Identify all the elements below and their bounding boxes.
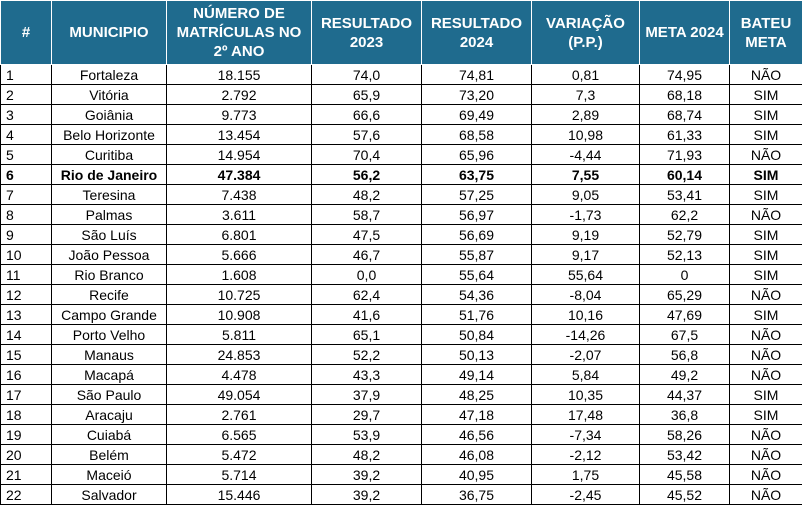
bateu-meta-cell: NÃO — [730, 65, 802, 85]
meta-2024-cell: 68,18 — [640, 85, 730, 105]
variacao-cell: 5,84 — [532, 365, 640, 385]
resultado-2023-cell: 57,6 — [312, 125, 422, 145]
header-bateu-meta: BATEU META — [730, 1, 802, 65]
table-row — [1, 265, 802, 285]
resultado-2023-cell: 29,7 — [312, 405, 422, 425]
matriculas-cell: 5.472 — [167, 445, 312, 465]
table-row — [1, 225, 802, 245]
variacao-cell: -2,45 — [532, 485, 640, 505]
matriculas-cell: 4.478 — [167, 365, 312, 385]
header-variacao: VARIAÇÃO (P.P.) — [532, 1, 640, 65]
matriculas-cell: 14.954 — [167, 145, 312, 165]
header-number: # — [1, 1, 52, 65]
municipio-cell: Rio de Janeiro — [52, 165, 167, 185]
resultado-2023-cell: 65,1 — [312, 325, 422, 345]
meta-2024-cell: 45,58 — [640, 465, 730, 485]
resultado-2024-cell: 46,08 — [422, 445, 532, 465]
variacao-cell: 10,16 — [532, 305, 640, 325]
resultado-2023-cell: 43,3 — [312, 365, 422, 385]
municipio-cell: Vitória — [52, 85, 167, 105]
row-number: 2 — [1, 85, 52, 105]
municipio-cell: Belo Horizonte — [52, 125, 167, 145]
table-row — [1, 345, 802, 365]
resultado-2024-cell: 50,13 — [422, 345, 532, 365]
meta-2024-cell: 60,14 — [640, 165, 730, 185]
meta-2024-cell: 58,26 — [640, 425, 730, 445]
meta-2024-cell: 53,41 — [640, 185, 730, 205]
bateu-meta-cell: SIM — [730, 245, 802, 265]
row-number: 9 — [1, 225, 52, 245]
variacao-cell: 10,98 — [532, 125, 640, 145]
matriculas-cell: 49.054 — [167, 385, 312, 405]
bateu-meta-cell: SIM — [730, 85, 802, 105]
resultado-2024-cell: 46,56 — [422, 425, 532, 445]
resultado-2024-cell: 50,84 — [422, 325, 532, 345]
table-row — [1, 285, 802, 305]
resultado-2024-cell: 48,25 — [422, 385, 532, 405]
row-number: 3 — [1, 105, 52, 125]
matriculas-cell: 2.761 — [167, 405, 312, 425]
table-row — [1, 465, 802, 485]
variacao-cell: 55,64 — [532, 265, 640, 285]
table-row — [1, 145, 802, 165]
resultado-2024-cell: 47,18 — [422, 405, 532, 425]
municipio-cell: Belém — [52, 445, 167, 465]
variacao-cell: 17,48 — [532, 405, 640, 425]
bateu-meta-cell: SIM — [730, 165, 802, 185]
resultado-2023-cell: 0,0 — [312, 265, 422, 285]
municipio-cell: Palmas — [52, 205, 167, 225]
resultado-2024-cell: 36,75 — [422, 485, 532, 505]
meta-2024-cell: 53,42 — [640, 445, 730, 465]
table-row — [1, 325, 802, 345]
row-number: 5 — [1, 145, 52, 165]
header-resultado-2024: RESULTADO 2024 — [422, 1, 532, 65]
resultado-2023-cell: 52,2 — [312, 345, 422, 365]
meta-2024-cell: 61,33 — [640, 125, 730, 145]
variacao-cell: -8,04 — [532, 285, 640, 305]
bateu-meta-cell: NÃO — [730, 145, 802, 165]
resultado-2024-cell: 49,14 — [422, 365, 532, 385]
variacao-cell: 10,35 — [532, 385, 640, 405]
municipio-cell: Salvador — [52, 485, 167, 505]
row-number: 10 — [1, 245, 52, 265]
municipio-cell: Aracaju — [52, 405, 167, 425]
municipio-cell: Rio Branco — [52, 265, 167, 285]
bateu-meta-cell: NÃO — [730, 325, 802, 345]
municipio-cell: Fortaleza — [52, 65, 167, 85]
matriculas-cell: 5.811 — [167, 325, 312, 345]
table-body — [1, 65, 802, 505]
variacao-cell: 2,89 — [532, 105, 640, 125]
resultado-2024-cell: 57,25 — [422, 185, 532, 205]
resultado-2023-cell: 56,2 — [312, 165, 422, 185]
matriculas-cell: 10.725 — [167, 285, 312, 305]
resultado-2023-cell: 65,9 — [312, 85, 422, 105]
bateu-meta-cell: NÃO — [730, 465, 802, 485]
municipio-cell: Recife — [52, 285, 167, 305]
matriculas-cell: 10.908 — [167, 305, 312, 325]
municipio-cell: São Luís — [52, 225, 167, 245]
matriculas-cell: 24.853 — [167, 345, 312, 365]
resultado-2023-cell: 74,0 — [312, 65, 422, 85]
bateu-meta-cell: NÃO — [730, 425, 802, 445]
resultado-2024-cell: 40,95 — [422, 465, 532, 485]
municipio-cell: Macapá — [52, 365, 167, 385]
municipio-cell: Cuiabá — [52, 425, 167, 445]
meta-2024-cell: 65,29 — [640, 285, 730, 305]
header-meta-2024: META 2024 — [640, 1, 730, 65]
row-number: 18 — [1, 405, 52, 425]
table-row — [1, 385, 802, 405]
matriculas-cell: 3.611 — [167, 205, 312, 225]
row-number: 7 — [1, 185, 52, 205]
municipio-cell: Campo Grande — [52, 305, 167, 325]
table-row — [1, 425, 802, 445]
municipio-cell: Curitiba — [52, 145, 167, 165]
resultado-2023-cell: 39,2 — [312, 485, 422, 505]
resultado-2024-cell: 55,87 — [422, 245, 532, 265]
resultado-2023-cell: 39,2 — [312, 465, 422, 485]
meta-2024-cell: 44,37 — [640, 385, 730, 405]
resultado-2024-cell: 69,49 — [422, 105, 532, 125]
row-number: 14 — [1, 325, 52, 345]
resultado-2023-cell: 62,4 — [312, 285, 422, 305]
table-row — [1, 185, 802, 205]
meta-2024-cell: 56,8 — [640, 345, 730, 365]
table-row — [1, 205, 802, 225]
resultado-2024-cell: 54,36 — [422, 285, 532, 305]
row-number: 1 — [1, 65, 52, 85]
header-resultado-2023: RESULTADO 2023 — [312, 1, 422, 65]
bateu-meta-cell: NÃO — [730, 365, 802, 385]
meta-2024-cell: 68,74 — [640, 105, 730, 125]
matriculas-cell: 7.438 — [167, 185, 312, 205]
table-row — [1, 85, 802, 105]
table-row — [1, 105, 802, 125]
resultado-2024-cell: 68,58 — [422, 125, 532, 145]
resultado-2023-cell: 47,5 — [312, 225, 422, 245]
variacao-cell: 0,81 — [532, 65, 640, 85]
row-number: 19 — [1, 425, 52, 445]
table-row — [1, 305, 802, 325]
resultado-2023-cell: 53,9 — [312, 425, 422, 445]
row-number: 20 — [1, 445, 52, 465]
row-number: 12 — [1, 285, 52, 305]
table-row — [1, 445, 802, 465]
variacao-cell: 9,17 — [532, 245, 640, 265]
row-number: 15 — [1, 345, 52, 365]
meta-2024-cell: 67,5 — [640, 325, 730, 345]
resultado-2023-cell: 37,9 — [312, 385, 422, 405]
meta-2024-cell: 62,2 — [640, 205, 730, 225]
resultado-2023-cell: 41,6 — [312, 305, 422, 325]
row-number: 22 — [1, 485, 52, 505]
bateu-meta-cell: SIM — [730, 265, 802, 285]
row-number: 4 — [1, 125, 52, 145]
resultado-2023-cell: 66,6 — [312, 105, 422, 125]
resultado-2024-cell: 65,96 — [422, 145, 532, 165]
table-row — [1, 165, 802, 185]
variacao-cell: 9,05 — [532, 185, 640, 205]
variacao-cell: 9,19 — [532, 225, 640, 245]
resultado-2024-cell: 56,97 — [422, 205, 532, 225]
variacao-cell: -1,73 — [532, 205, 640, 225]
matriculas-cell: 5.714 — [167, 465, 312, 485]
meta-2024-cell: 0 — [640, 265, 730, 285]
matriculas-cell: 15.446 — [167, 485, 312, 505]
resultado-2024-cell: 73,20 — [422, 85, 532, 105]
resultado-2024-cell: 56,69 — [422, 225, 532, 245]
row-number: 16 — [1, 365, 52, 385]
table-row — [1, 125, 802, 145]
meta-2024-cell: 47,69 — [640, 305, 730, 325]
bateu-meta-cell: NÃO — [730, 485, 802, 505]
row-number: 6 — [1, 165, 52, 185]
meta-2024-cell: 52,13 — [640, 245, 730, 265]
resultado-2023-cell: 58,7 — [312, 205, 422, 225]
meta-2024-cell: 71,93 — [640, 145, 730, 165]
variacao-cell: -7,34 — [532, 425, 640, 445]
row-number: 21 — [1, 465, 52, 485]
matriculas-cell: 9.773 — [167, 105, 312, 125]
variacao-cell: -2,07 — [532, 345, 640, 365]
bateu-meta-cell: NÃO — [730, 205, 802, 225]
variacao-cell: 7,55 — [532, 165, 640, 185]
meta-2024-cell: 36,8 — [640, 405, 730, 425]
matriculas-cell: 2.792 — [167, 85, 312, 105]
table-row — [1, 65, 802, 85]
bateu-meta-cell: NÃO — [730, 285, 802, 305]
table-row — [1, 365, 802, 385]
row-number: 8 — [1, 205, 52, 225]
table-row — [1, 485, 802, 505]
variacao-cell: 7,3 — [532, 85, 640, 105]
matriculas-cell: 47.384 — [167, 165, 312, 185]
table-row — [1, 245, 802, 265]
resultado-2023-cell: 48,2 — [312, 185, 422, 205]
row-number: 13 — [1, 305, 52, 325]
meta-2024-cell: 49,2 — [640, 365, 730, 385]
variacao-cell: -4,44 — [532, 145, 640, 165]
bateu-meta-cell: SIM — [730, 305, 802, 325]
matriculas-cell: 6.565 — [167, 425, 312, 445]
municipio-cell: Manaus — [52, 345, 167, 365]
municipio-cell: São Paulo — [52, 385, 167, 405]
municipio-cell: João Pessoa — [52, 245, 167, 265]
resultado-2024-cell: 63,75 — [422, 165, 532, 185]
resultado-2023-cell: 70,4 — [312, 145, 422, 165]
municipio-cell: Porto Velho — [52, 325, 167, 345]
resultado-2024-cell: 55,64 — [422, 265, 532, 285]
municipio-cell: Maceió — [52, 465, 167, 485]
resultado-2024-cell: 51,76 — [422, 305, 532, 325]
header-row — [1, 1, 802, 65]
bateu-meta-cell: SIM — [730, 105, 802, 125]
row-number: 11 — [1, 265, 52, 285]
variacao-cell: -2,12 — [532, 445, 640, 465]
meta-2024-cell: 52,79 — [640, 225, 730, 245]
meta-2024-cell: 74,95 — [640, 65, 730, 85]
matriculas-cell: 13.454 — [167, 125, 312, 145]
resultado-2023-cell: 48,2 — [312, 445, 422, 465]
municipio-cell: Teresina — [52, 185, 167, 205]
bateu-meta-cell: NÃO — [730, 445, 802, 465]
row-number: 17 — [1, 385, 52, 405]
header-matriculas: NÚMERO DE MATRÍCULAS NO 2º ANO — [167, 1, 312, 65]
bateu-meta-cell: NÃO — [730, 345, 802, 365]
variacao-cell: -14,26 — [532, 325, 640, 345]
bateu-meta-cell: SIM — [730, 125, 802, 145]
resultado-2023-cell: 46,7 — [312, 245, 422, 265]
header-municipio: MUNICIPIO — [52, 1, 167, 65]
table-row — [1, 405, 802, 425]
bateu-meta-cell: SIM — [730, 385, 802, 405]
resultado-2024-cell: 74,81 — [422, 65, 532, 85]
meta-2024-cell: 45,52 — [640, 485, 730, 505]
matriculas-cell: 1.608 — [167, 265, 312, 285]
municipio-cell: Goiânia — [52, 105, 167, 125]
matriculas-cell: 18.155 — [167, 65, 312, 85]
variacao-cell: 1,75 — [532, 465, 640, 485]
matriculas-cell: 5.666 — [167, 245, 312, 265]
bateu-meta-cell: SIM — [730, 225, 802, 245]
bateu-meta-cell: SIM — [730, 405, 802, 425]
matriculas-cell: 6.801 — [167, 225, 312, 245]
bateu-meta-cell: SIM — [730, 185, 802, 205]
